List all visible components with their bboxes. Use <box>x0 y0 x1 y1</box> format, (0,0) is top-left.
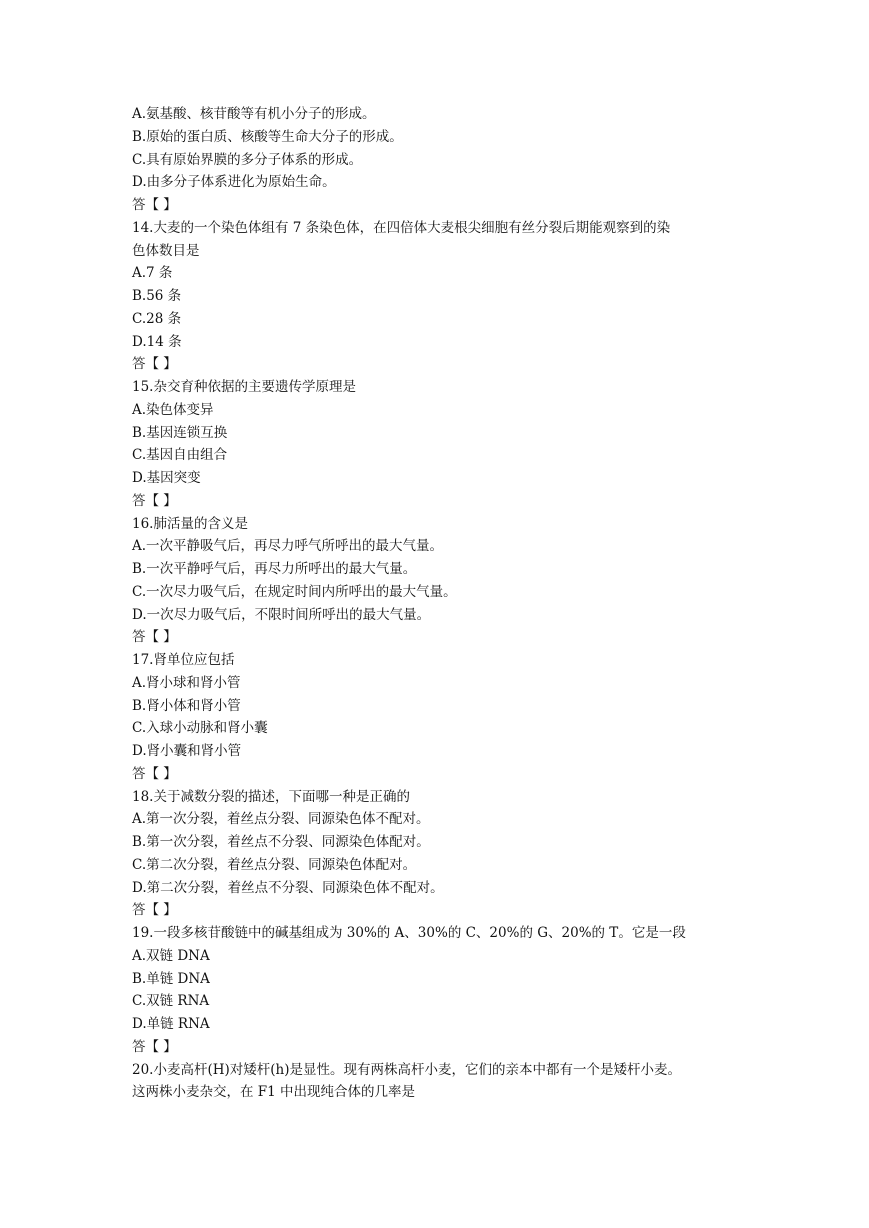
answer-line: 答【 】 <box>132 765 177 782</box>
question-line: 色体数目是 <box>132 242 200 259</box>
answer-line: 答【 】 <box>132 1038 177 1055</box>
option-line: A.第一次分裂，着丝点分裂、同源染色体不配对。 <box>132 811 430 828</box>
option-line: C.基因自由组合 <box>132 447 228 464</box>
option-line: B.肾小体和肾小管 <box>132 697 241 714</box>
option-line: C.入球小动脉和肾小囊 <box>132 720 268 737</box>
document-page <box>132 103 752 1104</box>
question-line: 14.大麦的一个染色体组有 7 条染色体，在四倍体大麦根尖细胞有丝分裂后期能观察到的染 <box>132 219 671 236</box>
option-line: A.染色体变异 <box>132 401 214 418</box>
answer-line: 答【 】 <box>132 356 177 373</box>
question-line: 17.肾单位应包括 <box>132 652 235 668</box>
option-line: A.双链 DNA <box>132 947 210 964</box>
answer-line: 答【 】 <box>132 492 177 509</box>
option-line: C.双链 RNA <box>132 993 210 1010</box>
question-line: 15.杂交育种依据的主要遗传学原理是 <box>132 379 356 395</box>
option-line: A.肾小球和肾小管 <box>132 674 241 691</box>
option-line: A.7 条 <box>132 265 173 282</box>
option-line: D.单链 RNA <box>132 1016 210 1032</box>
option-line: C.一次尽力吸气后，在规定时间内所呼出的最大气量。 <box>132 583 457 600</box>
option-line: B.单链 DNA <box>132 970 210 987</box>
option-line: A.一次平静吸气后，再尽力呼气所呼出的最大气量。 <box>132 538 444 555</box>
option-line: D.一次尽力吸气后，不限时间所呼出的最大气量。 <box>132 606 431 623</box>
option-line: B.基因连锁互换 <box>132 424 228 441</box>
question-line: 19.一段多核苷酸链中的碱基组成为 30%的 A、30%的 C、20%的 G、20%的 T。它是一段 <box>132 925 686 941</box>
text-line: A.氨基酸、核苷酸等有机小分子的形成。 <box>132 106 376 122</box>
option-line: C.28 条 <box>132 310 182 327</box>
option-line: D.第二次分裂，着丝点不分裂、同源染色体不配对。 <box>132 879 444 896</box>
text-line: D.由多分子体系进化为原始生命。 <box>132 174 336 191</box>
text-line: B.原始的蛋白质、核酸等生命大分子的形成。 <box>132 128 403 145</box>
option-line: B.56 条 <box>132 288 182 304</box>
answer-line: 答【 】 <box>132 197 177 213</box>
answer-line: 答【 】 <box>132 902 177 919</box>
option-line: B.第一次分裂，着丝点不分裂、同源染色体配对。 <box>132 834 430 850</box>
answer-line: 答【 】 <box>132 629 177 646</box>
question-line: 16.肺活量的含义是 <box>132 515 248 532</box>
option-line: D.14 条 <box>132 333 182 350</box>
question-line: 20.小麦高杆(H)对矮杆(h)是显性。现有两株高杆小麦，它们的亲本中都有一个是矮杆小麦。 <box>132 1061 682 1078</box>
question-line: 这两株小麦杂交，在 F1 中出现纯合体的几率是 <box>132 1084 416 1101</box>
question-line: 18.关于减数分裂的描述，下面哪一种是正确的 <box>132 788 410 805</box>
option-line: B.一次平静呼气后，再尽力所呼出的最大气量。 <box>132 561 417 577</box>
option-line: D.肾小囊和肾小管 <box>132 743 242 759</box>
text-line: C.具有原始界膜的多分子体系的形成。 <box>132 151 363 168</box>
option-line: C.第二次分裂，着丝点分裂、同源染色体配对。 <box>132 856 417 873</box>
option-line: D.基因突变 <box>132 470 201 486</box>
